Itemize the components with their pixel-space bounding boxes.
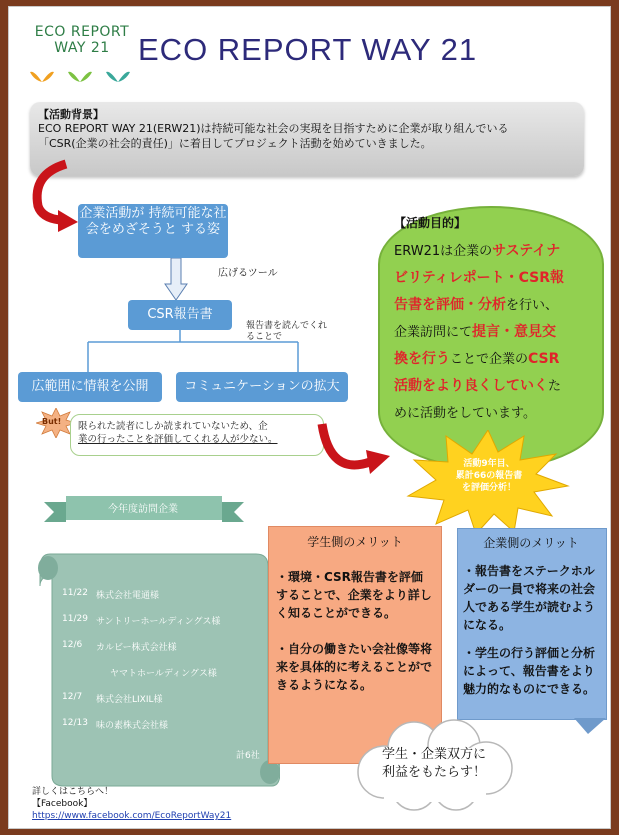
cloud-line2: 利益をもたらす！ [381,765,486,780]
background-heading: 【活動背景】 [38,108,104,121]
background-text [38,121,578,151]
background-line2: 「CSR(企業の社会的責任)」に着目してプロジェクト活動を始めていきました。 [38,137,432,150]
student-heading: 学生側のメリット [307,535,403,549]
purpose-p2: を行い、 [506,298,559,313]
facebook-link[interactable]: https://www.facebook.com/EcoReportWay21 [32,811,232,821]
purpose-r4: 提言・意見交 [472,324,557,340]
purpose-p6: めに活動をしています。 [394,406,536,421]
problem-text [78,420,318,446]
background-line1: ECO REPORT WAY 21(ERW21)は持続可能な社会の実現を目指すために企業が取り組んでいる [38,122,509,135]
company-heading: 企業側のメリット [483,536,579,550]
student-p2: ・自分の働きたい会社像等将来を具体的に考えることができるようになる。 [276,642,433,692]
red-curved-arrow-icon [26,156,86,236]
down-arrow-icon [164,258,188,302]
reading-note: 報告書を読んでくれることで [246,321,328,342]
logo-line1: ECO REPORT [34,24,130,40]
footer [32,786,231,822]
but-label: But! [42,417,62,426]
page-title: ECO REPORT WAY 21 [138,32,478,67]
student-p1: ・環境・CSR報告書を評価することで、企業をより詳しく知ることができる。 [276,570,432,620]
purpose-p1: ERW21は企業の [394,244,493,259]
purpose-r7: 活動をより良くしていく [394,378,548,394]
purpose-p5: た [548,379,562,394]
spread-info-box: 広範囲に情報を公開 [18,372,162,402]
goal-box: 企業活動が 持続可能な社会をめざそうと する姿 [78,204,228,258]
logo-line2: WAY 21 [54,40,110,56]
facebook-label: 【Facebook】 [32,799,93,809]
cloud-text [352,746,516,782]
company-p1: ・報告書をステークホルダーの一員で将来の社会人である学生が読むようになる。 [463,564,596,632]
purpose-p4: ことで企業の [450,352,529,367]
starburst-line1: 活動9年目、 [463,459,515,469]
tool-label: 広げるツール [218,268,278,279]
starburst-text [444,458,534,494]
branch-lines [68,330,328,378]
orange-sprout-icon [30,72,54,82]
visit-item: 12/6 カルビー株式会社様 [62,640,177,653]
logo-text [22,24,142,56]
problem-line1: 限られた読者にしか読まれていないため、企 [78,421,268,432]
visit-item: 11/22 株式会社電通様 [62,588,160,601]
purpose-r3: 告書を評価・分析 [394,297,506,313]
purpose-heading: 【活動目的】 [394,216,467,230]
poster [8,6,611,829]
starburst-line3: を評価分析！ [461,483,516,493]
purpose-p3: 企業訪問にて [394,325,473,340]
company-p2: ・学生の行う評価と分析によって、報告書をより魅力的なものにできる。 [463,646,596,696]
problem-line2: 業の行ったことを評価してくれる人が少ない。 [78,434,278,445]
purpose-text [394,238,592,427]
csr-report-box: CSR報告書 [128,300,232,330]
footer-more: 詳しくはこちらへ！ [32,787,114,797]
visit-item: ヤマトホールディングス様 [110,669,217,679]
visit-item: 11/29 サントリーホールディングス様 [62,614,221,627]
communication-box: コミュニケーションの拡大 [176,372,348,402]
purpose-r5: 換を行う [394,351,450,367]
purpose-r2: ビリティレポート・CSR報 [394,270,564,286]
visit-item: 12/7 株式会社LIXIL様 [62,692,163,705]
cloud-line1: 学生・企業双方に [381,747,486,762]
visits-heading: 今年度訪問企業 [108,504,178,515]
visits-total: 計6社 [236,751,260,761]
purpose-r6: CSR [528,351,560,367]
sprout-icons [28,64,138,86]
teal-sprout-icon [106,72,130,82]
green-sprout-icon [68,72,92,82]
purpose-r1: サステイナ [492,243,561,259]
page-curl-icon [574,706,606,734]
starburst-line2: 累計66の報告書 [455,471,523,481]
visits-list [62,588,262,744]
visit-item: 12/13 味の素株式会社様 [62,718,169,731]
